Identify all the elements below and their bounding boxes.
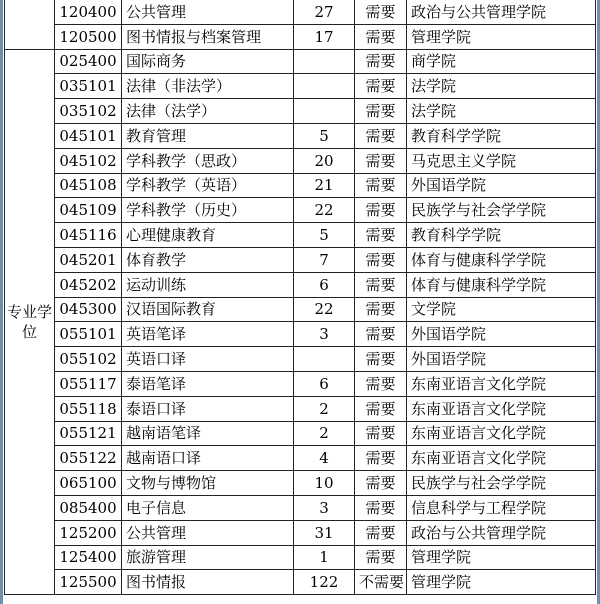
major-code: 125400 xyxy=(55,545,122,570)
enrollment-count: 22 xyxy=(294,198,355,223)
major-code: 055121 xyxy=(55,421,122,446)
requirement: 需要 xyxy=(355,0,407,24)
table-row xyxy=(5,520,596,545)
table-row xyxy=(5,223,596,248)
enrollment-count: 3 xyxy=(294,322,355,347)
major-code: 120500 xyxy=(55,24,122,49)
left-edge-border xyxy=(0,0,3,604)
table-row xyxy=(5,99,596,124)
major-code: 025400 xyxy=(55,49,122,74)
school-name: 体育与健康科学学院 xyxy=(407,247,596,272)
table-row xyxy=(5,74,596,99)
school-name: 信息科学与工程学院 xyxy=(407,495,596,520)
enrollment-count: 10 xyxy=(294,471,355,496)
major-code: 055101 xyxy=(55,322,122,347)
school-name: 教育科学学院 xyxy=(407,123,596,148)
school-name: 法学院 xyxy=(407,99,596,124)
major-code: 045300 xyxy=(55,297,122,322)
school-name: 管理学院 xyxy=(407,545,596,570)
major-name: 法律（法学） xyxy=(122,99,294,124)
school-name: 教育科学学院 xyxy=(407,223,596,248)
major-name: 汉语国际教育 xyxy=(122,297,294,322)
school-name: 管理学院 xyxy=(407,24,596,49)
table-row xyxy=(5,545,596,570)
school-name: 东南亚语言文化学院 xyxy=(407,421,596,446)
enrollment-count: 21 xyxy=(294,173,355,198)
major-code: 055118 xyxy=(55,396,122,421)
school-name: 外国语学院 xyxy=(407,173,596,198)
requirement: 需要 xyxy=(355,371,407,396)
enrollment-count xyxy=(294,99,355,124)
table-row xyxy=(5,396,596,421)
major-code: 035101 xyxy=(55,74,122,99)
major-code: 045201 xyxy=(55,247,122,272)
category-cell-academic xyxy=(5,0,55,49)
major-name: 泰语笔译 xyxy=(122,371,294,396)
requirement: 需要 xyxy=(355,24,407,49)
enrollment-count: 2 xyxy=(294,421,355,446)
requirement: 需要 xyxy=(355,347,407,372)
enrollment-count: 3 xyxy=(294,495,355,520)
requirement: 需要 xyxy=(355,297,407,322)
table-row xyxy=(5,297,596,322)
enrollment-table xyxy=(4,0,596,595)
table-row xyxy=(5,421,596,446)
requirement: 需要 xyxy=(355,545,407,570)
major-name: 英语口译 xyxy=(122,347,294,372)
enrollment-count: 17 xyxy=(294,24,355,49)
major-code: 065100 xyxy=(55,471,122,496)
table-row xyxy=(5,272,596,297)
enrollment-count: 22 xyxy=(294,297,355,322)
school-name: 文学院 xyxy=(407,297,596,322)
table-row xyxy=(5,173,596,198)
major-code: 085400 xyxy=(55,495,122,520)
enrollment-count xyxy=(294,347,355,372)
major-code: 045109 xyxy=(55,198,122,223)
table-row xyxy=(5,24,596,49)
school-name: 政治与公共管理学院 xyxy=(407,0,596,24)
school-name: 马克思主义学院 xyxy=(407,148,596,173)
major-code: 125500 xyxy=(55,570,122,595)
table-row xyxy=(5,148,596,173)
major-code: 055102 xyxy=(55,347,122,372)
table-row xyxy=(5,123,596,148)
major-name: 公共管理 xyxy=(122,520,294,545)
major-name: 教育管理 xyxy=(122,123,294,148)
category-label: 专业学位 xyxy=(5,49,55,595)
enrollment-count: 4 xyxy=(294,446,355,471)
school-name: 政治与公共管理学院 xyxy=(407,520,596,545)
school-name: 民族学与社会学学院 xyxy=(407,198,596,223)
major-name: 越南语笔译 xyxy=(122,421,294,446)
major-code: 035102 xyxy=(55,99,122,124)
requirement: 需要 xyxy=(355,421,407,446)
major-name: 文物与博物馆 xyxy=(122,471,294,496)
school-name: 东南亚语言文化学院 xyxy=(407,396,596,421)
major-code: 045108 xyxy=(55,173,122,198)
requirement: 需要 xyxy=(355,198,407,223)
major-name: 运动训练 xyxy=(122,272,294,297)
requirement: 不需要 xyxy=(355,570,407,595)
major-name: 体育教学 xyxy=(122,247,294,272)
requirement: 需要 xyxy=(355,446,407,471)
major-code: 045101 xyxy=(55,123,122,148)
enrollment-count: 122 xyxy=(294,570,355,595)
table-row xyxy=(5,471,596,496)
table-row xyxy=(5,347,596,372)
major-name: 学科教学（英语） xyxy=(122,173,294,198)
school-name: 民族学与社会学学院 xyxy=(407,471,596,496)
school-name: 外国语学院 xyxy=(407,347,596,372)
major-code: 055122 xyxy=(55,446,122,471)
requirement: 需要 xyxy=(355,74,407,99)
requirement: 需要 xyxy=(355,148,407,173)
table-row xyxy=(5,570,596,595)
major-name: 图书情报与档案管理 xyxy=(122,24,294,49)
table-row xyxy=(5,371,596,396)
school-name: 东南亚语言文化学院 xyxy=(407,371,596,396)
requirement: 需要 xyxy=(355,123,407,148)
major-code: 120400 xyxy=(55,0,122,24)
major-name: 国际商务 xyxy=(122,49,294,74)
requirement: 需要 xyxy=(355,247,407,272)
table-row xyxy=(5,0,596,24)
requirement: 需要 xyxy=(355,322,407,347)
enrollment-count: 27 xyxy=(294,0,355,24)
table-row xyxy=(5,446,596,471)
school-name: 法学院 xyxy=(407,74,596,99)
major-name: 图书情报 xyxy=(122,570,294,595)
major-name: 法律（非法学） xyxy=(122,74,294,99)
major-name: 电子信息 xyxy=(122,495,294,520)
major-name: 学科教学（历史） xyxy=(122,198,294,223)
enrollment-count: 7 xyxy=(294,247,355,272)
enrollment-count xyxy=(294,49,355,74)
major-name: 越南语口译 xyxy=(122,446,294,471)
enrollment-table-body xyxy=(5,0,596,595)
enrollment-count: 31 xyxy=(294,520,355,545)
requirement: 需要 xyxy=(355,520,407,545)
enrollment-count xyxy=(294,74,355,99)
enrollment-count: 1 xyxy=(294,545,355,570)
requirement: 需要 xyxy=(355,173,407,198)
major-name: 泰语口译 xyxy=(122,396,294,421)
table-row xyxy=(5,49,596,74)
requirement: 需要 xyxy=(355,223,407,248)
enrollment-count: 5 xyxy=(294,223,355,248)
table-row xyxy=(5,322,596,347)
requirement: 需要 xyxy=(355,272,407,297)
enrollment-count: 5 xyxy=(294,123,355,148)
major-code: 045102 xyxy=(55,148,122,173)
enrollment-count: 6 xyxy=(294,272,355,297)
table-row xyxy=(5,247,596,272)
school-name: 体育与健康科学学院 xyxy=(407,272,596,297)
major-code: 045202 xyxy=(55,272,122,297)
major-name: 英语笔译 xyxy=(122,322,294,347)
requirement: 需要 xyxy=(355,471,407,496)
major-name: 心理健康教育 xyxy=(122,223,294,248)
table-row xyxy=(5,198,596,223)
major-code: 045116 xyxy=(55,223,122,248)
major-code: 055117 xyxy=(55,371,122,396)
enrollment-count: 6 xyxy=(294,371,355,396)
requirement: 需要 xyxy=(355,49,407,74)
enrollment-count: 20 xyxy=(294,148,355,173)
requirement: 需要 xyxy=(355,396,407,421)
school-name: 管理学院 xyxy=(407,570,596,595)
major-code: 125200 xyxy=(55,520,122,545)
major-name: 旅游管理 xyxy=(122,545,294,570)
requirement: 需要 xyxy=(355,495,407,520)
enrollment-count: 2 xyxy=(294,396,355,421)
major-name: 公共管理 xyxy=(122,0,294,24)
requirement: 需要 xyxy=(355,99,407,124)
school-name: 商学院 xyxy=(407,49,596,74)
major-name: 学科教学（思政） xyxy=(122,148,294,173)
table-row xyxy=(5,495,596,520)
school-name: 外国语学院 xyxy=(407,322,596,347)
school-name: 东南亚语言文化学院 xyxy=(407,446,596,471)
